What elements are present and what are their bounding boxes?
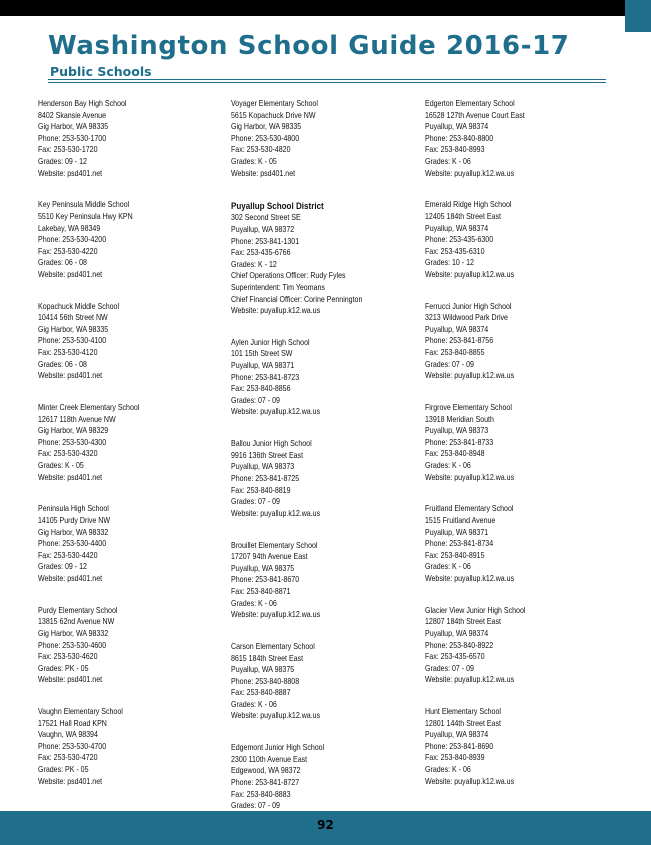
entry-detail-line: Website: psd401.net	[231, 168, 296, 178]
entry-detail-line: Phone: 253-530-1700	[38, 133, 107, 143]
entry-detail-line: Website: puyallup.k12.wa.us	[425, 573, 515, 583]
entry-detail-line: 3213 Wildwood Park Drive	[425, 313, 508, 323]
entry-detail-line: 101 15th Street SW	[231, 349, 293, 359]
entry-detail-line: Website: puyallup.k12.wa.us	[425, 371, 515, 381]
entry-detail-line: Phone: 253-841-8670	[231, 575, 300, 585]
page-subtitle: Public Schools	[50, 64, 152, 79]
entry-detail-line: Fax: 253-435-6766	[231, 248, 291, 258]
entry-detail-line: Puyallup, WA 98374	[425, 730, 489, 740]
entry-detail-line: Website: puyallup.k12.wa.us	[231, 306, 321, 316]
entry-detail-line: Phone: 253-841-8733	[425, 437, 494, 447]
school-name: Kopachuck Middle School	[38, 301, 120, 311]
entry-detail-line: Website: psd401.net	[38, 168, 103, 178]
entry-detail-line: Phone: 253-841-8723	[231, 372, 300, 382]
header-rule	[48, 79, 606, 80]
entry-detail-line: Puyallup, WA 98373	[425, 426, 489, 436]
entry-detail-line: 8402 Skansie Avenue	[38, 110, 106, 120]
school-name: Voyager Elementary School	[231, 99, 318, 108]
entry-detail-line: Website: psd401.net	[38, 675, 103, 685]
school-name: Brouillet Elementary School	[231, 540, 318, 550]
entry-detail-line: Website: psd401.net	[38, 776, 103, 786]
school-entry	[425, 503, 605, 584]
entry-detail-line: 14105 Purdy Drive NW	[38, 515, 111, 525]
entry-detail-line: Phone: 253-840-8800	[425, 133, 494, 143]
entry-detail-line: Phone: 253-530-4700	[38, 741, 107, 751]
entry-detail-line: 1515 Fruitland Avenue	[425, 515, 496, 525]
school-name: Key Peninsula Middle School	[38, 200, 130, 210]
entry-detail-line: Phone: 253-841-8727	[231, 778, 300, 788]
entry-detail-line: Grades: K - 06	[231, 598, 277, 608]
entry-detail-line: Fax: 253-530-1720	[38, 145, 98, 155]
entry-detail-line: Fax: 253-840-8871	[231, 586, 291, 596]
entry-detail-line: 13815 62nd Avenue NW	[38, 617, 115, 627]
entry-detail-line: Grades: PK - 05	[38, 663, 89, 673]
entry-detail-line: Fax: 253-530-4820	[231, 145, 291, 155]
entry-detail-line: Fax: 253-530-4420	[38, 550, 98, 560]
entry-detail-line: Puyallup, WA 98371	[231, 361, 295, 371]
school-entry	[425, 301, 605, 382]
school-entry	[425, 605, 605, 686]
entry-detail-line: Website: psd401.net	[38, 371, 103, 381]
entry-detail-line: Website: psd401.net	[38, 269, 103, 279]
entry-detail-line: Grades: K - 06	[425, 765, 471, 775]
entry-detail-line: 9916 136th Street East	[231, 450, 304, 460]
school-name: Hunt Elementary School	[425, 707, 501, 717]
school-entry	[425, 199, 605, 280]
entry-detail-line: Fax: 253-840-8915	[425, 550, 485, 560]
entry-detail-line: Grades: 07 - 09	[425, 663, 474, 673]
school-name: Peninsula High School	[38, 504, 109, 514]
school-name: Edgemont Junior High School	[231, 743, 325, 753]
top-tab-accent	[625, 0, 651, 32]
entry-detail-line: Website: puyallup.k12.wa.us	[425, 776, 515, 786]
entry-detail-line: Phone: 253-530-4400	[38, 539, 107, 549]
entry-detail-line: Website: puyallup.k12.wa.us	[425, 269, 515, 279]
entry-detail-line: Website: puyallup.k12.wa.us	[425, 168, 515, 178]
entry-detail-line: Phone: 253-530-4800	[231, 133, 300, 143]
entry-detail-line: Fax: 253-840-8887	[231, 688, 291, 698]
entry-detail-line: Phone: 253-841-8734	[425, 539, 494, 549]
school-entry	[231, 337, 411, 418]
school-entry	[38, 301, 218, 382]
entry-detail-line: Fax: 253-530-4320	[38, 449, 98, 459]
entry-detail-line: Grades: K - 06	[231, 699, 277, 709]
entry-detail-line: Fax: 253-840-8855	[425, 348, 485, 358]
entry-detail-line: 5510 Key Peninsula Hwy KPN	[38, 211, 133, 221]
entry-detail-line: Fax: 253-530-4720	[38, 753, 98, 763]
entry-detail-line: Phone: 253-435-6300	[425, 235, 494, 245]
entry-detail-line: Fax: 253-435-6570	[425, 652, 485, 662]
school-entry	[38, 199, 218, 280]
entry-detail-line: Fax: 253-840-8939	[425, 753, 485, 763]
entry-detail-line: Website: psd401.net	[38, 573, 103, 583]
school-name: Ferrucci Junior High School	[425, 301, 512, 311]
entry-detail-line: 8615 184th Street East	[231, 653, 304, 663]
directory-column-1	[38, 98, 218, 807]
entry-detail-line: Website: puyallup.k12.wa.us	[425, 675, 515, 685]
entry-detail-line: Gig Harbor, WA 98335	[38, 324, 109, 334]
entry-detail-line: Grades: 07 - 09	[231, 801, 280, 811]
directory-column-3	[425, 98, 605, 807]
entry-detail-line: Grades: K - 06	[425, 461, 471, 470]
entry-detail-line: Phone: 253-530-4200	[38, 235, 107, 245]
school-entry	[38, 402, 218, 483]
entry-detail-line: Phone: 253-530-4100	[38, 336, 107, 346]
entry-detail-line: Gig Harbor, WA 98335	[231, 122, 302, 132]
entry-detail-line: Website: puyallup.k12.wa.us	[231, 407, 321, 417]
entry-detail-line: Superintendent: Tim Yeomans	[231, 282, 325, 292]
entry-detail-line: Website: puyallup.k12.wa.us	[425, 472, 515, 482]
entry-detail-line: Puyallup, WA 98373	[231, 462, 295, 472]
district-name: Puyallup School District	[231, 200, 324, 212]
entry-detail-line: 302 Second Street SE	[231, 213, 301, 223]
entry-detail-line: 12405 184th Street East	[425, 211, 501, 221]
school-entry	[425, 706, 605, 787]
entry-detail-line: Fax: 253-840-8856	[231, 384, 291, 394]
footer-bar	[0, 811, 651, 845]
entry-detail-line: Phone: 253-841-1301	[231, 236, 300, 246]
entry-detail-line: Puyallup, WA 98372	[231, 224, 295, 234]
entry-detail-line: Phone: 253-530-4300	[38, 437, 107, 447]
entry-detail-line: Puyallup, WA 98375	[231, 563, 295, 573]
entry-detail-line: Fax: 253-840-8993	[425, 145, 485, 155]
entry-detail-line: 17521 Hall Road KPN	[38, 718, 107, 728]
entry-detail-line: Grades: K - 06	[425, 562, 471, 572]
school-entry	[38, 605, 218, 686]
school-name: Edgerton Elementary School	[425, 99, 515, 108]
entry-detail-line: Grades: 10 - 12	[425, 258, 474, 268]
entry-detail-line: Vaughn, WA 98394	[38, 730, 98, 740]
entry-detail-line: Puyallup, WA 98374	[425, 223, 489, 233]
entry-detail-line: Lakebay, WA 98349	[38, 223, 101, 233]
school-entry	[425, 402, 605, 483]
entry-detail-line: Phone: 253-840-8808	[231, 676, 300, 686]
entry-detail-line: Gig Harbor, WA 98332	[38, 628, 109, 638]
entry-detail-line: Grades: K - 05	[38, 461, 84, 470]
entry-detail-line: Fax: 253-435-6310	[425, 246, 485, 256]
school-name: Henderson Bay High School	[38, 99, 127, 108]
entry-detail-line: Puyallup, WA 98374	[425, 628, 489, 638]
entry-detail-line: Fax: 253-530-4620	[38, 652, 98, 662]
entry-detail-line: Website: puyallup.k12.wa.us	[231, 610, 321, 620]
school-entry	[38, 706, 218, 787]
entry-detail-line: Puyallup, WA 98371	[425, 527, 489, 537]
page-number: 92	[317, 818, 334, 832]
entry-detail-line: Gig Harbor, WA 98329	[38, 426, 109, 436]
entry-detail-line: Phone: 253-841-8725	[231, 474, 300, 483]
entry-detail-line: Grades: 06 - 08	[38, 258, 87, 268]
entry-detail-line: Edgewood, WA 98372	[231, 766, 301, 776]
entry-detail-line: 12617 118th Avenue NW	[38, 414, 116, 424]
school-name: Ballou Junior High School	[231, 439, 312, 449]
entry-detail-line: 17207 94th Avenue East	[231, 552, 308, 562]
school-name: Carson Elementary School	[231, 641, 315, 651]
entry-detail-line: Website: puyallup.k12.wa.us	[231, 508, 321, 518]
entry-detail-line: Phone: 253-840-8922	[425, 640, 494, 650]
entry-detail-line: 12801 144th Street East	[425, 718, 501, 728]
school-entry	[38, 503, 218, 584]
district-entry	[231, 199, 411, 316]
entry-detail-line: 12807 184th Street East	[425, 617, 501, 627]
entry-detail-line: Gig Harbor, WA 98335	[38, 122, 109, 132]
entry-detail-line: Grades: K - 12	[231, 259, 277, 269]
entry-detail-line: Grades: K - 06	[425, 156, 471, 166]
school-name: Firgrove Elementary School	[425, 403, 512, 413]
entry-detail-line: Grades: 09 - 12	[38, 562, 87, 572]
entry-detail-line: Phone: 253-530-4600	[38, 640, 107, 650]
school-name: Fruitland Elementary School	[425, 504, 514, 514]
entry-detail-line: Grades: 07 - 09	[425, 359, 474, 369]
entry-detail-line: Grades: PK - 05	[38, 765, 89, 775]
entry-detail-line: Phone: 253-841-8756	[425, 336, 494, 346]
entry-detail-line: Fax: 253-840-8819	[231, 485, 291, 495]
page-title: Washington School Guide 2016-17	[48, 31, 570, 61]
entry-detail-line: Phone: 253-841-8690	[425, 741, 494, 751]
entry-detail-line: Chief Financial Officer: Corine Pennington	[231, 294, 363, 304]
directory-column-2	[231, 98, 411, 844]
school-name: Purdy Elementary School	[38, 605, 118, 615]
entry-detail-line: Grades: K - 05	[231, 156, 277, 166]
entry-detail-line: Fax: 253-840-8883	[231, 789, 291, 799]
school-entry	[231, 98, 411, 179]
school-name: Emerald Ridge High School	[425, 200, 512, 210]
entry-detail-line: Grades: 09 - 12	[38, 156, 87, 166]
entry-detail-line: 13918 Meridian South	[425, 414, 494, 424]
entry-detail-line: Puyallup, WA 98375	[231, 665, 295, 675]
school-name: Vaughn Elementary School	[38, 707, 123, 717]
header-rule	[48, 82, 606, 83]
entry-detail-line: Grades: 07 - 09	[231, 395, 280, 405]
top-bar	[0, 0, 651, 16]
entry-detail-line: Chief Operations Officer: Rudy Fyles	[231, 271, 346, 281]
entry-detail-line: Fax: 253-530-4220	[38, 246, 98, 256]
entry-detail-line: 5615 Kopachuck Drive NW	[231, 110, 316, 120]
entry-detail-line: Grades: 06 - 08	[38, 359, 87, 369]
school-name: Aylen Junior High School	[231, 337, 310, 347]
school-entry	[425, 98, 605, 179]
school-entry	[38, 98, 218, 179]
entry-detail-line: Website: puyallup.k12.wa.us	[231, 711, 321, 721]
entry-detail-line: Website: psd401.net	[38, 472, 103, 482]
entry-detail-line: Puyallup, WA 98374	[425, 122, 489, 132]
entry-detail-line: Gig Harbor, WA 98332	[38, 527, 109, 537]
entry-detail-line: Fax: 253-530-4120	[38, 348, 98, 358]
entry-detail-line: 16528 127th Avenue Court East	[425, 110, 525, 120]
school-entry	[231, 438, 411, 519]
entry-detail-line: Grades: 07 - 09	[231, 497, 280, 507]
entry-detail-line: Puyallup, WA 98374	[425, 324, 489, 334]
entry-detail-line: 2300 110th Avenue East	[231, 754, 308, 764]
entry-detail-line: 10414 56th Street NW	[38, 313, 108, 323]
school-name: Glacier View Junior High School	[425, 605, 526, 615]
school-name: Minter Creek Elementary School	[38, 403, 140, 413]
school-entry	[231, 641, 411, 722]
entry-detail-line: Fax: 253-840-8948	[425, 449, 485, 459]
school-entry	[231, 540, 411, 621]
